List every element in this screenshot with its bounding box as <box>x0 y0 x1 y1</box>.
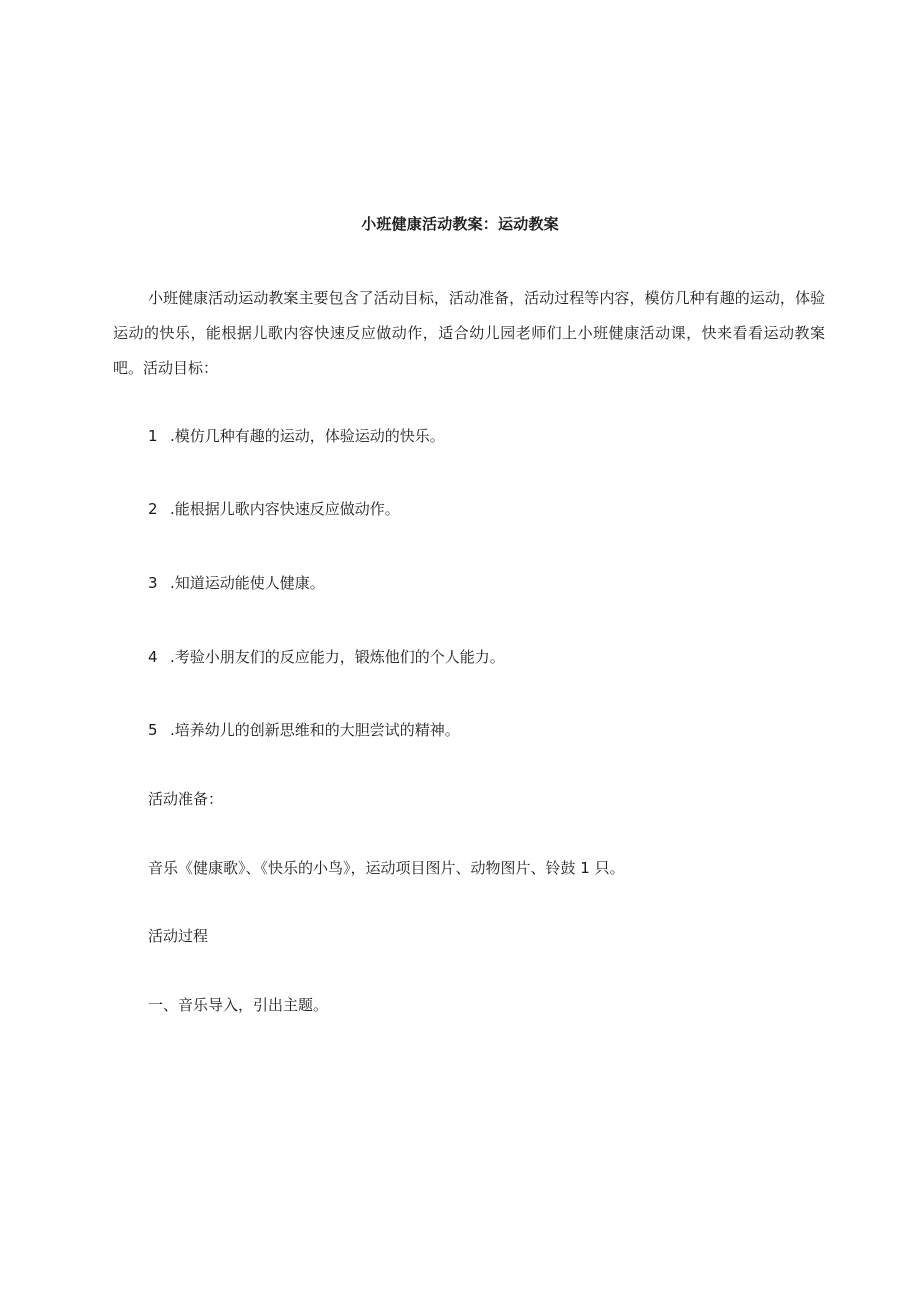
goal-item-3 <box>148 572 325 594</box>
goal-item-2 <box>148 498 400 520</box>
goal-text: .考验小朋友们的反应能力，锻炼他们的个人能力。 <box>170 648 505 666</box>
process-step-1: 一、音乐导入，引出主题。 <box>148 996 329 1014</box>
prep-heading: 活动准备： <box>148 790 224 808</box>
goal-text: .能根据儿歌内容快速反应做动作。 <box>170 500 400 518</box>
goal-text: .培养幼儿的创新思维和的大胆尝试的精神。 <box>170 721 460 739</box>
goal-number: 5 <box>148 721 158 739</box>
goal-number: 2 <box>148 500 158 518</box>
prep-text: 音乐《健康歌》、《快乐的小鸟》，运动项目图片、动物图片、铃鼓 1 只。 <box>148 859 625 877</box>
goal-item-4 <box>148 646 505 668</box>
goal-text: .模仿几种有趣的运动，体验运动的快乐。 <box>170 427 445 445</box>
goal-item-1 <box>148 425 445 447</box>
document-title: 小班健康活动教案：运动教案 <box>361 215 559 233</box>
goal-number: 1 <box>148 427 158 445</box>
goal-number: 3 <box>148 574 158 592</box>
process-heading: 活动过程 <box>148 927 209 945</box>
intro-paragraph: 小班健康活动运动教案主要包含了活动目标，活动准备，活动过程等内容，模仿几种有趣的运动，体验运动的快乐，能根据儿歌内容快速反应做动作，适合幼儿园老师们上小班健康活动课，快来看看运动教案吧。活动目标： <box>113 289 825 377</box>
goal-text: .知道运动能使人健康。 <box>170 574 325 592</box>
goal-number: 4 <box>148 648 158 666</box>
goal-item-5 <box>148 719 460 741</box>
